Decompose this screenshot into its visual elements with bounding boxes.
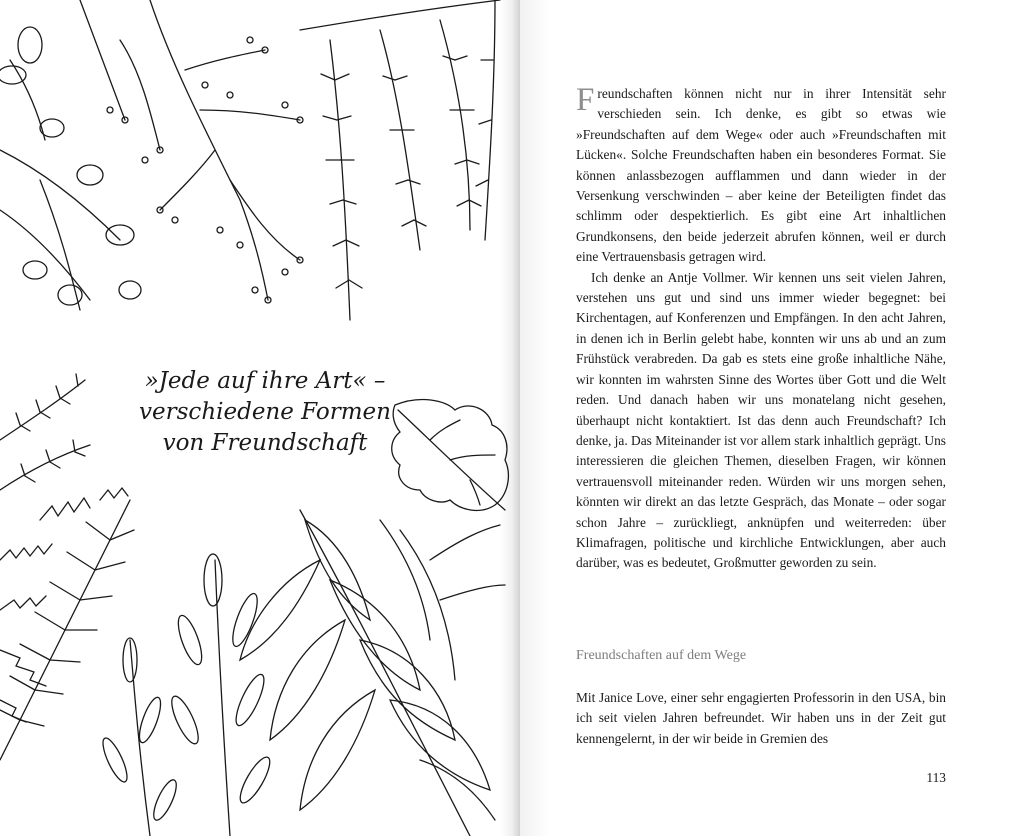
right-page: [520, 0, 1020, 836]
chapter-title-line-3: von Freundschaft: [162, 430, 368, 456]
section-subheading: Freundschaften auf dem Wege: [576, 648, 747, 663]
paragraph-1-text: reundschaften können nicht nur in ihrer Intensität sehr verschieden sein. Ich denke, es gibt so etwas wie »Freundschaften auf dem Wege« oder auch »Freundschaften mit Lücken«. Solche Freundschaften haben ein besonderes Format. Sie können anlassbezogen aufflammen und dann wieder in der Versenkung verschwinden – aber keine der Beteiligten findet das schlimm oder despektierlich. Es gibt eine Art inhaltlichen Grundkonsens, den beide jederzeit abrufen können, weil er durch eine Vertrauensbasis getragen wird.: [576, 86, 946, 265]
seed-branch-icon: [80, 0, 303, 303]
palm-frond-icon: [240, 510, 505, 836]
drop-cap: F: [576, 82, 595, 118]
chapter-title-line-1: »Jede auf ihre Art« –: [144, 368, 386, 394]
paragraph-3: Mit Janice Love, einer sehr engagierten Professorin in den USA, bin ich seit vielen Jahren befreundet. Wir haben uns in der Zeit gut kennengelernt, in der wir beide in Gremien des: [576, 690, 946, 746]
willow-stem-icon: [99, 554, 275, 836]
page-number: 113: [926, 770, 946, 785]
fern-icon: [0, 488, 134, 760]
body-text-continued: [576, 688, 946, 749]
clover-sprig-icon: [0, 27, 141, 310]
leaf-sprig-icon: [0, 374, 90, 490]
body-text: [576, 84, 946, 574]
chapter-title-line-2: verschiedene Formen: [139, 399, 391, 425]
paragraph-2: Ich denke an Antje Vollmer. Wir kennen uns seit vielen Jahren, verstehen uns gut und sind uns immer wieder begegnet: bei Kirchentagen, auf Konferenzen und Empfängen. In den acht Jahren, in denen ich in Berlin gelebt habe, konnten wir uns ab und an zum Frühstück verabreden. Da gab es stets eine große inhaltliche Nähe, wir konnten im wahrsten Sinne des Wortes über Gott und die Welt reden. Und danach haben wir uns monatelang nicht gesehen, überhaupt nicht kontaktiert. Ist das denn auch Freundschaft? Ich denke, ja. Das Miteinander ist vor allem stark inhaltlich geprägt. Uns interessieren die gleichen Themen, dieselben Fragen, wir können vertrauensvoll miteinander reden. Würden wir uns morgen sehen, könnten wir direkt an das letzte Gespräch, das Monate – oder sogar schon Jahre – zurückliegt, anknüpfen und weiterreden: über Klimafragen, politische und kirchliche Entwicklungen, aber auch darüber, was es bedeutet, Großmutter geworden zu sein.: [576, 269, 947, 571]
chapter-title: [120, 366, 410, 459]
drooping-branch-icon: [300, 0, 500, 320]
paragraph-1: [576, 84, 946, 268]
